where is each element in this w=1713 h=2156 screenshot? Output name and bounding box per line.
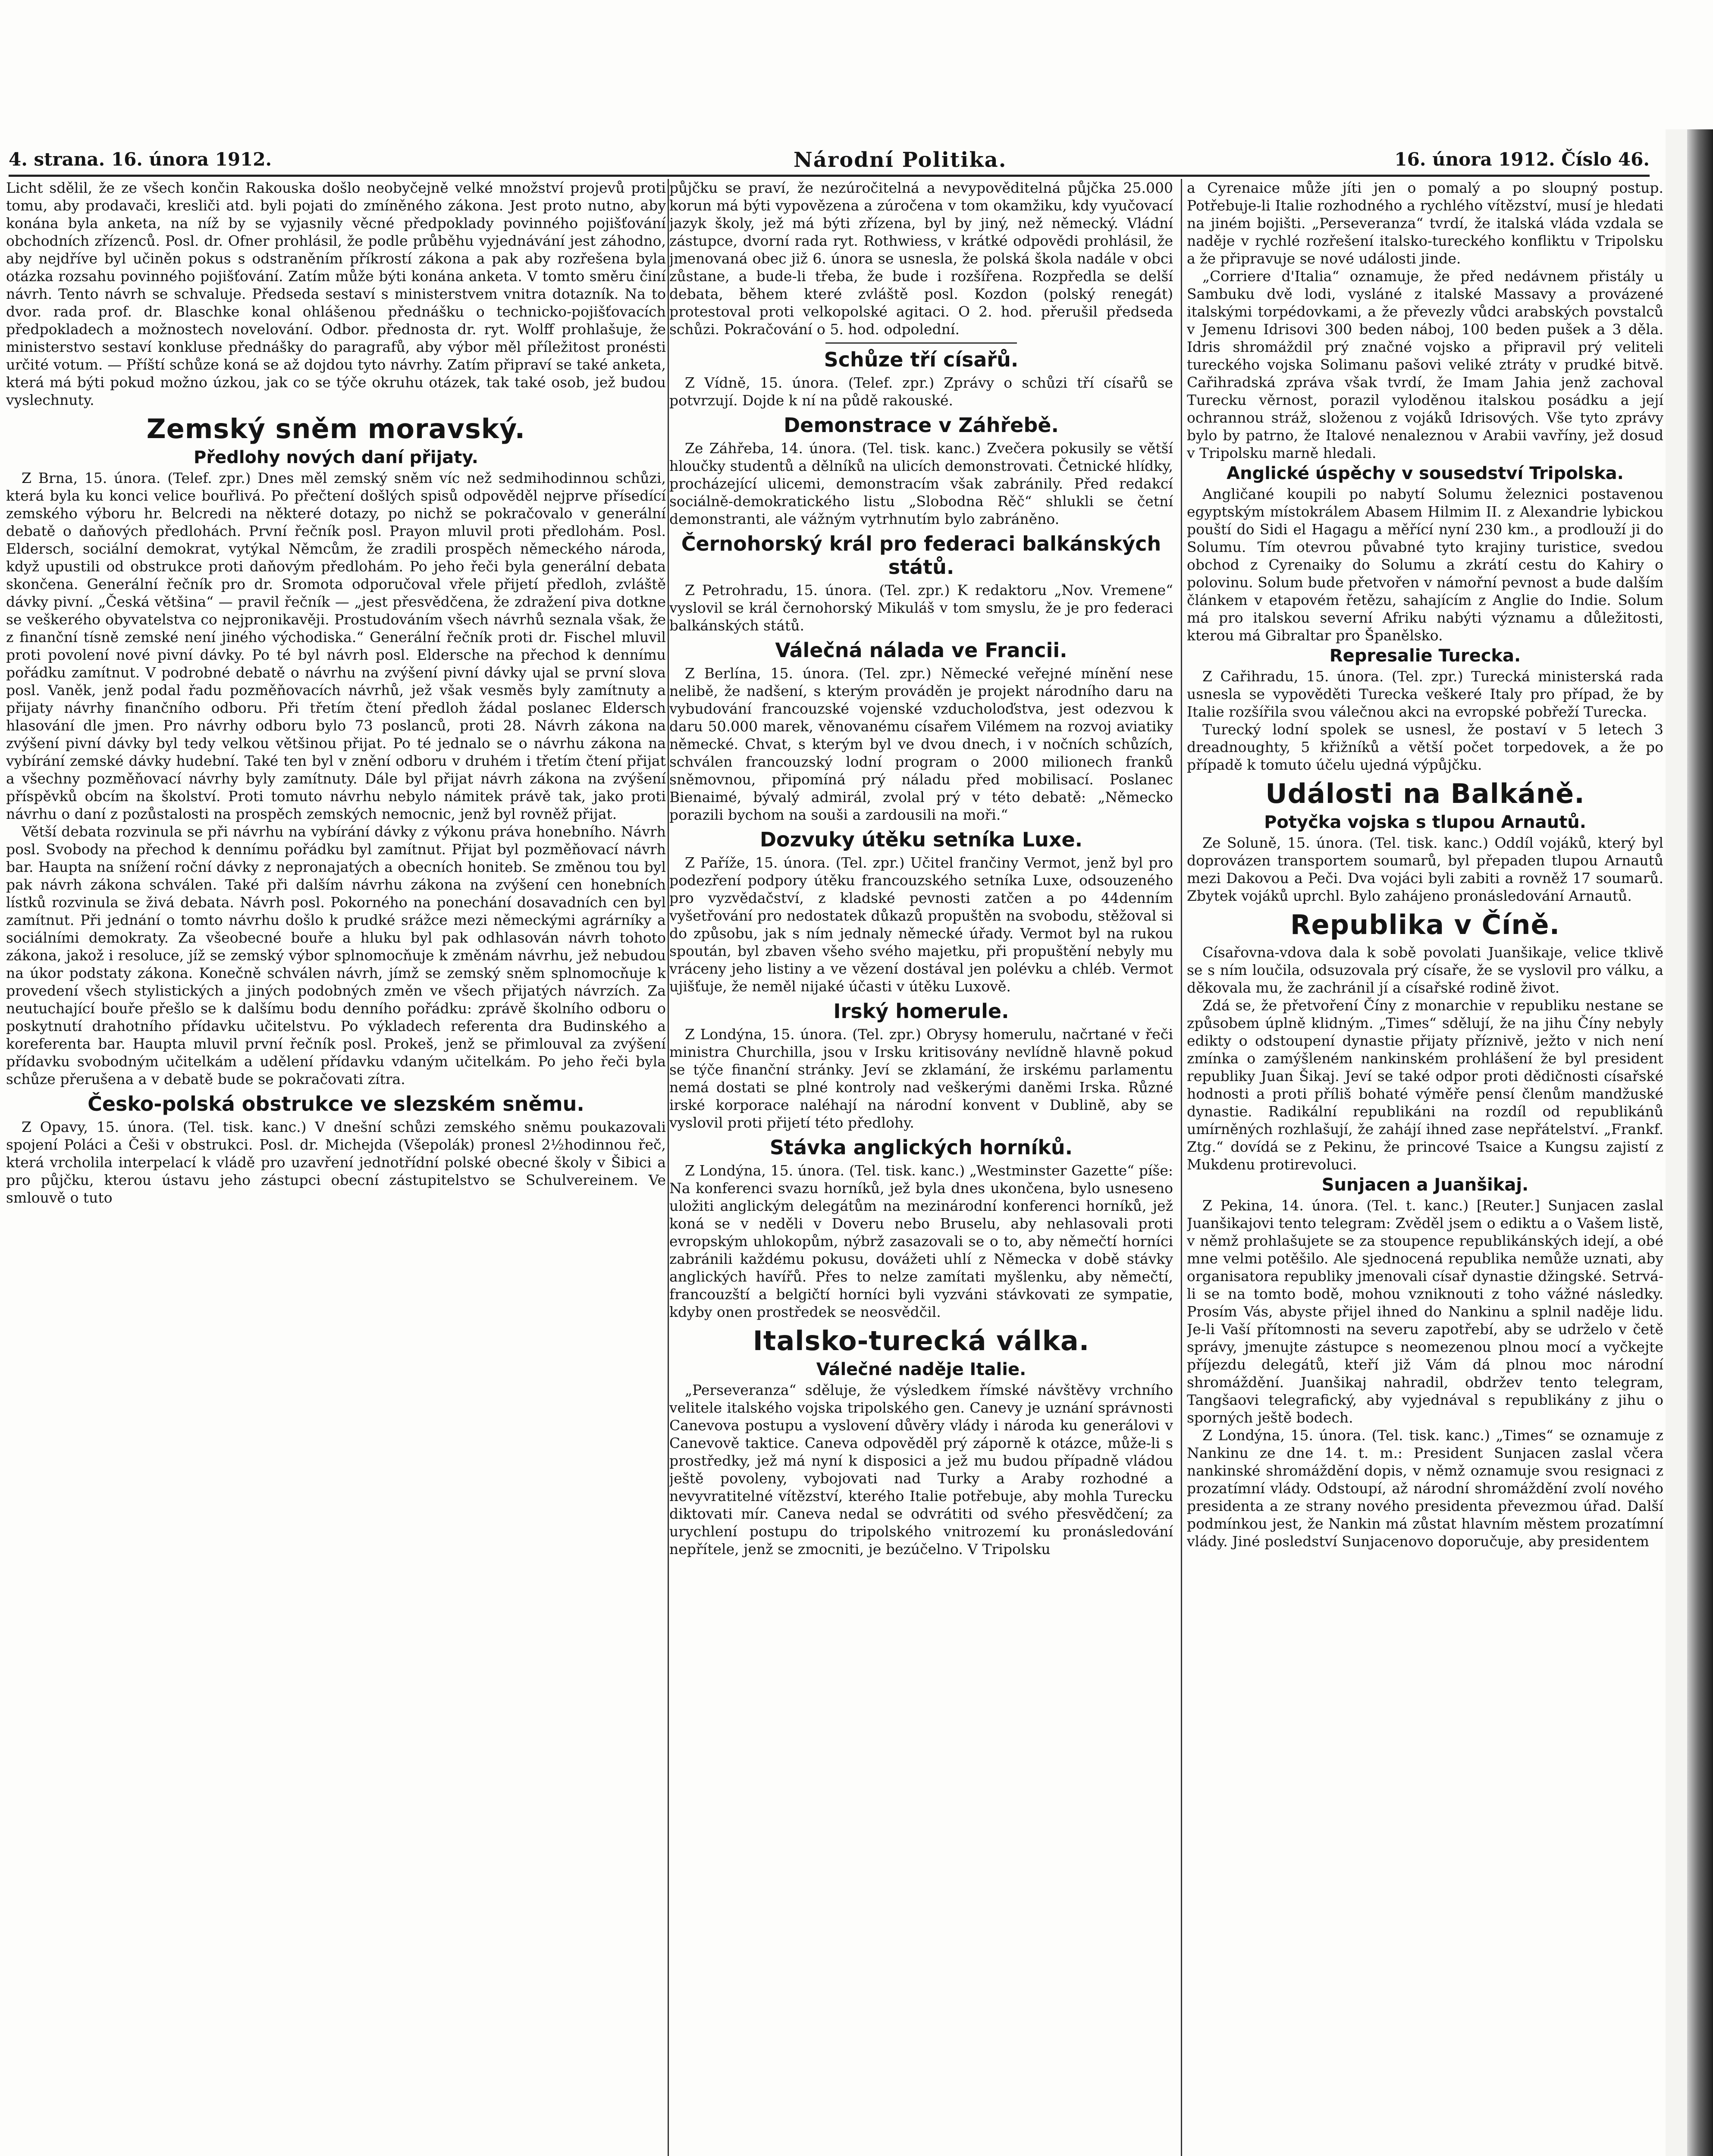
article-paragraph: Z Paříže, 15. února. (Tel. zpr.) Učitel frančiny Vermot, jenž byl pro podezření podpory útěku francouzského setníka Luxe, odsouzeného pro vyzvědačství, z kladské pevnosti zatčen a po 44denním vyšetřování pro nedostatek důkazů propuštěn na svobodu, stěžoval si do způsobu, jak s ním jednaly německé úřady. Vermot byl na rukou spoután, byl zbaven všeho svého majetku, při propuštění nebyly mu vráceny jeho listiny a ve vězení dostával jen polévku a chléb. Vermot ujišťuje, že neměl nijaké účasti v útěku Luxově. <box>669 854 1173 995</box>
article-paragraph: Císařovna-vdova dala k sobě povolati Juanšikaje, velice tklivě se s ním loučila, odsuzovala prý císaře, že se vyslovil pro válku, a děkovala mu, že zachránil jí a císařské rodině život. <box>1187 944 1663 996</box>
article-headline: Sunjacen a Juanšikaj. <box>1321 1175 1529 1195</box>
article-headline: Schůze tří císařů. <box>824 348 1019 371</box>
article-paragraph: Z Cařihradu, 15. února. (Tel. zpr.) Turecká ministerská rada usnesla se vypověděti Turecka veškeré Italy pro případ, že by Italie rozšířila svou válečnou akci na evropské pobřeží Turecka. <box>1187 668 1663 720</box>
page-binding-edge <box>1687 129 1713 2156</box>
article-paragraph: Zdá se, že přetvoření Číny z monarchie v republiku nestane se způsobem úplně klidným. „Times“ sdělují, že na jihu Číny nebyly edikty o odstoupení dynastie přijaty příznivě, ježto v nich není zmínka o zamýšleném nankinském prohlášení že byl president republiky Juan Šikaj. Jeví se také odpor proti dědičnosti císařské hodnosti a proti příliš bohaté výměře pensí členům mandžuské dynastie. Radikální republikáni na rozdíl od republikánů umírněných rozhlašují, že zahájí ihned zase nepřátelství. „Frankf. Ztg.“ dovídá se z Pekinu, že princové Tsaice a Kungsu zajistí z Mukdenu protirevoluci. <box>1187 997 1663 1173</box>
article-headline: Černohorský král pro federaci balkánských států. <box>681 532 1161 579</box>
article-paragraph: „Perseveranza“ sděluje, že výsledkem římské návštěvy vrchního velitele italského vojska tripolského gen. Canevy je uznání správnosti Canevova postupu a vyslovení důvěry vlády i národa ku generálovi v Canevově taktice. Caneva odpověděl prý záporně k otázce, může-li s prostředky, jež má nyní k disposici a jež mu budou případně vládou ještě povoleny, vybojovati nad Turky a Araby rozhodné a nevyvratitelné vítězství, kterého Italie potřebuje, aby mohla Turecku diktovati mír. Caneva nedal se odvrátiti od svého přesvědčení; za urychlení postupu do tripolského vnitrozemí ku pronásledování nepřítele, jenž se zmocniti, je bezúčelno. V Tripolsku <box>669 1382 1173 1557</box>
divider <box>825 342 1017 344</box>
article-subheadline: Potyčka vojska s tlupou Arnautů. <box>1264 812 1586 832</box>
article-headline: Zemský sněm moravský. <box>146 413 526 445</box>
article-paragraph: půjčku se praví, že nezúročitelná a nevypověditelná půjčka 25.000 korun má býti vypovězena a zúročena v tom okamžiku, kdy vyučovací jazyk školy, jež má býti zřízena, byl by jiný, než německý. Vládní zástupce, dvorní rada ryt. Rothwiess, v krátké odpovědi prohlásil, že jmenovaná obec již 6. února se usnesla, že polská škola nadále v obci zůstane, a bude-li třeba, že bude i rozšířena. Rozpředla se delší debata, během které zvláště posl. Kozdon (polský renegát) protestoval proti velkopolské agitaci. O 2. hod. přerušil předseda schůzi. Pokračování o 5. hod. odpolední. <box>669 179 1173 338</box>
scan-margin <box>1666 129 1687 2156</box>
article-paragraph: Angličané koupili po nabytí Solumu železnici postavenou egyptským místokrálem Abasem Hilmim II. z Alexandrie lybickou pouští do Sidi el Hagagu a měřící nyní 230 km., a prodlouží ji do Solumu. Tím otevrou půvabné tyto krajiny turistice, svedou obchod z Cyrenaiky do Solumu a zkrátí cestu do Kahiry o polovinu. Solum bude přetvořen v námořní pevnost a bude dalším článkem v etapovém řetězu, sahajícím z Anglie do Indie. Solum má pro italskou severní Afriku nabýti významu a důležitosti, kterou má Gibraltar pro Španělsko. <box>1187 486 1663 644</box>
running-head <box>9 149 1650 177</box>
article-headline: Republika v Číně. <box>1290 909 1560 940</box>
article-paragraph: Z Londýna, 15. února. (Tel. zpr.) Obrysy homerulu, načrtané v řeči ministra Churchilla, jsou v Irsku kritisovány nevlídně hlavně pokud se týče finanční stránky. Jeví se zklamání, že irskému parlamentu nemá dostati se plné kontroly nad veškerými daněmi Irska. Různé irské korporace naléhají na národní konvent v Dublině, aby se vyslovil proti přijetí této předlohy. <box>669 1026 1173 1131</box>
article-paragraph: Větší debata rozvinula se při návrhu na vybírání dávky z výkonu práva honebního. Návrh posl. Svobody na přechod k dennímu pořádku byl zamítnut. Přijat byl pozměňovací návrh bar. Haupta na snížení roční dávky z nepronajatých a obecních honiteb. Se změnou tou byl pak návrh zákona schválen. Také při dalším návrhu zákona na zvýšení cen honebních lístků rozvinula se živá debata. Návrh posl. Pokorného na ponechání dosavadních cen byl zamítnut. Při jednání o tomto návrhu došlo k prudké srážce mezi německými agrárníky a sociálními demokraty. Za všeobecné bouře a hluku byl pak odhlasován návrh tohoto zákona, jakož i resoluce, jíž se zemský výbor splnomocňuje k změnám návrhu, jež nebudou na úkor podstaty zákona. Konečně schválen návrh, jímž se zemský sněm splnomocňuje k provedení všech stylistických a jiných podobných změn ve všech přijatých návrzích. Za neutuchající bouře přešlo se k dalšímu bodu denního pořádku: zprávě školního odboru o poskytnutí drahotního přídavku učitelstvu. Po výkladech referenta dra Budinského a koreferenta bar. Haupta mluvil první řečník posl. Prokeš, jenž se přimlouval za zvýšení přídavku svobodným učitelkám a udělení přídavku vdaným učitelkám. Po jeho řeči byla schůze přerušena a v debatě bude se pokračovati zítra. <box>6 823 666 1087</box>
issue-date-number: 16. února 1912. Číslo 46. <box>1394 149 1650 170</box>
article-headline: Události na Balkáně. <box>1265 778 1585 809</box>
article-paragraph: Turecký lodní spolek se usnesl, že postaví v 5 letech 3 dreadnoughty, 5 křižníků a větší počet torpedovek, a že po případě k tomuto účelu ujedná výpůjčku. <box>1187 721 1663 773</box>
article-subheadline: Předlohy nových daní přijaty. <box>194 448 478 467</box>
article-headline: Represalie Turecka. <box>1329 646 1521 666</box>
article-headline: Demonstrace v Záhřebě. <box>784 414 1059 437</box>
article-subheadline: Válečné naděje Italie. <box>816 1360 1026 1379</box>
article-paragraph: „Corriere d'Italia“ oznamuje, že před nedávnem přistály u Sambuku dvě lodi, vysláné z italské Massavy a provázené italskými torpédovkami, a že převezly vůdci arabských povstalců v Jemenu Idrisovi 300 beden náboj, 100 beden pušek a 3 děla. Idris shromáždil prý značné vojsko a připravil prý veliteli tureckého vojska Solimanu pašovi veliké ztráty v prudké bitvě. Cařihradská zpráva však tvrdí, že Imam Jahia jenž zachoval Turecku věrnost, porazil vyloděnou italskou posádku a její ochrannou stráž, složenou z vojáků Idrisových. Vše tyto zprávy bylo by patrno, že Italové nenaleznou v Arabii vavříny, jež dosud v Tripolsku marně hledali. <box>1187 268 1663 461</box>
article-headline: Stávka anglických horníků. <box>769 1136 1073 1159</box>
article-paragraph: Z Berlína, 15. února. (Tel. zpr.) Německé veřejné mínění nese nelibě, že nadšení, s kterým prováděn je projekt národního daru na vybudování francouzské vojenské vzducholoďstva, jest odezvou k daru 50.000 marek, věnovanému císařem Vilémem na rozvoj aviatiky německé. Chvat, s kterým byl ve dvou dnech, i v nočních schůzích, schválen francouzský lodní program o 2000 milionech franků sněmovnou, připomíná prý náladu před mobilisací. Poslanec Bienaimé, bývalý admirál, zvolal prý v této debatě: „Německo porazili bychom na souši a zardousili na moři.“ <box>669 665 1173 823</box>
article-headline: Dozvuky útěku setníka Luxe. <box>759 828 1083 851</box>
article-paragraph: Z Pekina, 14. února. (Tel. t. kanc.) [Reuter.] Sunjacen zaslal Juanšikajovi tento telegram: Zvěděl jsem o ediktu a o Vašem listě, v němž prohlašujete se za stoupence republikánských idejí, a obé mne velmi potěšilo. Ale sjednocená republika nemůže uznati, aby organisatora republiky jmenovali císař dynastie džingské. Setrvá-li se na tomto bodě, mohou vzniknouti z toho vážné následky. Prosím Vás, abyste přijel ihned do Nankinu a splnil naděje lidu. Je-li Vaší přítomnosti na severu zapotřebí, aby se udrželo v četě správy, jmenujte zástupce s neomezenou plnou mocí a vyčkejte příjezdu delegátů, kteří již Vám dá plnou moc národní shromáždění. Juanšikaj nahradil, obdržev tento telegram, Tangšaovi telegrafický, aby vyjednával s republikány z jihu o sporných ještě bodech. <box>1187 1197 1663 1426</box>
article-paragraph: Z Petrohradu, 15. února. (Tel. zpr.) K redaktoru „Nov. Vremene“ vyslovil se král černohorský Mikuláš v tom smyslu, že je pro federaci balkánských států. <box>669 582 1173 634</box>
column-1 <box>6 179 666 2156</box>
article-paragraph: Z Brna, 15. února. (Telef. zpr.) Dnes měl zemský sněm víc než sedmihodinnou schůzi, která byla ku konci velice bouřlivá. Po přečtení došlých spisů odpověděl nejprve přísedící zemského výboru hr. Belcredi na některé dotazy, po nichž se pokračovalo v generální debatě o daňových předlohách. První řečník posl. Prayon mluvil proti předlohám. Posl. Eldersch, sociální demokrat, vytýkal Němcům, že zradili prospěch německého národa, když upustili od obstrukce proti daňovým předlohám. Po jeho řeči byla generální debata skončena. Generální řečník pro dr. Sromota odporučoval vřele přijetí předloh, zvláště dávky pivní. „Česká většina“ — pravil řečník — „jest přesvědčena, že zdražení piva dotkne se veškerého obyvatelstva co nejpronikavěji. Prostudováním všech návrhů seznala však, že z finanční tísně zemské není jiného východiska.“ Generální řečník proti dr. Fischel mluvil proti povolení nové pivní dávky. Po té byl návrh posl. Eldersche na přechod k dennímu pořádku zamítnut. V podrobné debatě o návrhu na zvýšení pivní dávky ujal se první slova posl. Vaněk, jenž podal řadu pozměňovacích návrhů, jež však vesměs byly zamítnuty a přijaty návrhy finančního odboru. Při třetím čtení předloh žádal poslanec Eldersch hlasování dle jmen. Pro návrhy odboru bylo 73 poslanců, proti 28. Návrh zákona na zvýšení pivní dávky byl tedy velkou většinou přijat. Po té jednalo se o návrhu zákona na vybírání zemské dávky hudební. Také ten byl v znění odboru v druhém i třetím čtení přijat a všechny pozměňovací návrhy byly zamítnuty. Dále byl přijat návrh zákona na zvýšení příspěvků obcím na školství. Proti tomuto návrhu nebylo námitek právě tak, jako proti návrhu o daní z pozůstalosti na prospěch zemských nemocnic, jenž byl rovněž přijat. <box>6 470 666 822</box>
column-rule <box>1181 179 1182 2156</box>
article-paragraph: Z Londýna, 15. února. (Tel. tisk. kanc.) „Westminster Gazette“ píše: Na konferenci svazu horníků, jež byla dnes ukončena, bylo usneseno uložiti anglickým delegátům na mezinárodní konferenci horníků, jež koná se v neděli v Doveru nebo Bruselu, aby nehlasovali proti evropským uhlokopům, nýbrž zasazovali se o to, aby němečtí horníci zabránili každému pokusu, dovážeti uhlí z Německa v době stávky anglických havířů. Přes to nelze zamítati myšlenku, aby němečtí, francouzští a belgičtí horníci byli vyzváni stávkovati ze sympatie, kdyby onen prostředek se neosvědčil. <box>669 1162 1173 1320</box>
article-headline: Česko-polská obstrukce ve slezském sněmu. <box>88 1092 584 1116</box>
article-paragraph: Z Opavy, 15. února. (Tel. tisk. kanc.) V dnešní schůzi zemského sněmu poukazovali spojení Poláci a Češi v obstrukci. Posl. dr. Michejda (Všepolák) pronesl 2½hodinnou řeč, která vrcholila interpelací k vládě pro uzavření jednotřídní polské obecné školy v Šibici a pro půjčku, kterou ústavu jeho zástupci obecní zástupitelstvo se Schulvereinem. Ve smlouvě o tuto <box>6 1119 666 1206</box>
article-paragraph: a Cyrenaice může jíti jen o pomalý a po sloupný postup. Potřebuje-li Italie rozhodného a rychlého vítězství, musí je hledati na jiném bojišti. „Perseveranza“ tvrdí, že italská vláda vzdala se naděje v rychlé rozřešení italsko-tureckého konfliktu v Tripolsku a že připravuje se nové události jinde. <box>1187 179 1663 267</box>
newspaper-title: Národní Politika. <box>794 148 1007 172</box>
article-headline: Irský homerule. <box>833 1000 1009 1023</box>
page-number-date: 4. strana. 16. února 1912. <box>9 149 272 170</box>
article-headline: Anglické úspěchy v sousedství Tripolska. <box>1227 464 1624 483</box>
column-3 <box>1187 179 1663 2156</box>
article-paragraph: Ze Soluně, 15. února. (Tel. tisk. kanc.) Oddíl vojáků, který byl doprovázen transportem soumarů, byl přepaden tlupou Arnautů mezi Dakovou a Peči. Dva vojáci byli zabiti a rovněž 17 soumarů. Zbytek vojáků uprchl. Bylo zahájeno pronásledování Arnautů. <box>1187 834 1663 904</box>
article-paragraph: Licht sdělil, že ze všech končin Rakouska došlo neobyčejně velké množství projevů proti tomu, aby prodavači, kresliči atd. byli pojati do zmíněného zákona. Jest proto nutno, aby konána byla anketa, na níž by se vyjasnily věcné předpoklady povinného pojišťování obchodních zřízenců. Posl. dr. Ofner prohlásil, že podle průběhu vyjednávání jest záhodno, aby nejdříve byl učiněn pokus s odstraněním příkrostí zákona a pak aby rozřešena byla otázka rozsahu povinného pojišťování. Zatím může býti konána anketa. V tomto směru činí návrh. Tento návrh se schvaluje. Předseda sestaví s ministerstvem vnitra dotazník. Na to dvor. rada prof. dr. Blaschke konal ohlášenou přednášku o technicko-pojišťovacích předpokladech a možnostech novelování. Odbor. přednosta dr. ryt. Wolff prohlašuje, že ministerstvo sestaví konkluse přednášky do paragrafů, aby výbor měl příležitost pronésti určité votum. — Příští schůze koná se až dojdou tyto návrhy. Zatím připraví se také anketa, která má býti pokud možno úzkou, jak co se týče okruhu otázek, tak také osob, jež budou vyslechnuty. <box>6 179 666 408</box>
article-headline: Válečná nálada ve Francii. <box>775 639 1067 662</box>
article-paragraph: Ze Záhřeba, 14. února. (Tel. tisk. kanc.) Zvečera pokusily se větší hloučky studentů a dělníků na ulicích demonstrovati. Četnické hlídky, procházející ulicemi, demonstracím však zabránily. Před redakcí sociálně-demokratického listu „Slobodna Rěč“ shlukli se četní demonstranti, ale vážným vytrhnutím bylo zabráněno. <box>669 440 1173 527</box>
column-2 <box>669 179 1173 2156</box>
article-headline: Italsko-turecká válka. <box>753 1325 1090 1357</box>
article-paragraph: Z Londýna, 15. února. (Tel. tisk. kanc.) „Times“ se oznamuje z Nankinu ze dne 14. t. m.: President Sunjacen zaslal včera nankinské shromáždění dopis, v němž oznamuje svou resignaci z prozatímní vlády. Odstoupí, až národní shromáždění zvolí nového presidenta a ze strany nového presidenta převezmou úřad. Další podmínkou jest, že Nankin má zůstat hlavním městem prozatímní vlády. Jiné posledství Sunjacenovo doporučuje, aby presidentem <box>1187 1427 1663 1550</box>
article-paragraph: Z Vídně, 15. února. (Telef. zpr.) Zprávy o schůzi tří císařů se potvrzují. Dojde k ní na půdě rakouské. <box>669 374 1173 409</box>
column-rule <box>668 179 669 2156</box>
